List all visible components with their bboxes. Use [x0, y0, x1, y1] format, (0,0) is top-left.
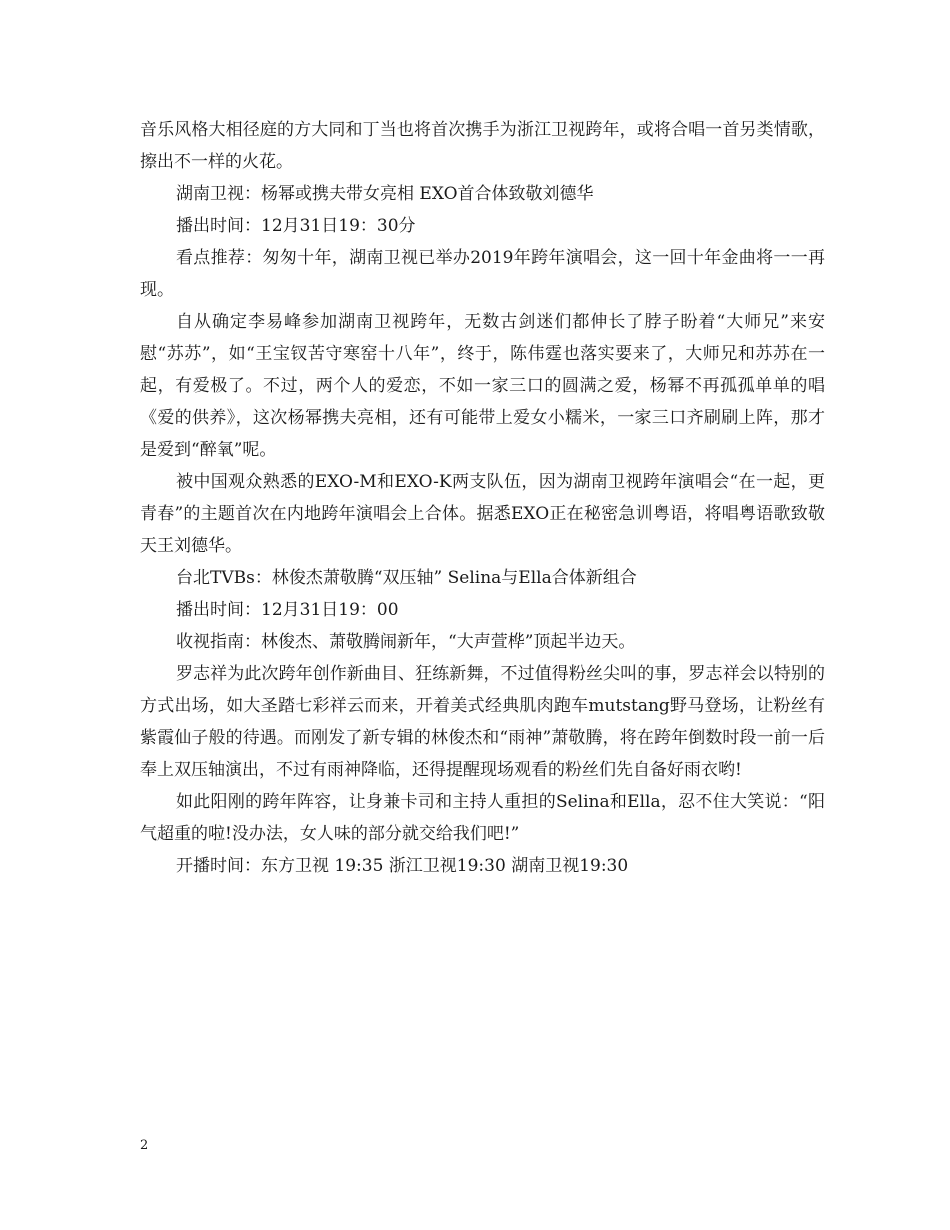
- paragraph-li-yifeng: 自从确定李易峰参加湖南卫视跨年，无数古剑迷们都伸长了脖子盼着“大师兄”来安慰“苏苏”，如“王宝钗苦守寒窑十八年”，终于，陈伟霆也落实要来了，大师兄和苏苏在一起，有爱极了。不过，两个人的爱恋，不如一家三口的圆满之爱，杨幂不再孤孤单单的唱《爱的供养》，这次杨幂携夫亮相，还有可能带上爱女小糯米，一家三口齐刷刷上阵，那才是爱到“醉氧”呢。: [140, 312, 825, 460]
- highlight-hunan: 看点推荐：匆匆十年，湖南卫视已举办2019年跨年演唱会，这一回十年金曲将一一再现。: [140, 248, 825, 300]
- airtime-hunan: 播出时间：12月31日19：30分: [176, 216, 416, 236]
- paragraph-show-lo: 罗志祥为此次跨年创作新曲目、狂练新舞，不过值得粉丝尖叫的事，罗志祥会以特别的方式出场，如大圣踏七彩祥云而来，开着美式经典肌肉跑车mutstang野马登场，让粉丝有紫霞仙子般的待遇。而刚发了新专辑的林俊杰和“雨神”萧敬腾，将在跨年倒数时段一前一后奉上双压轴演出，不过有雨神降临，还得提醒现场观看的粉丝们先自备好雨衣哟!: [140, 664, 825, 780]
- airtime-taipei: 播出时间：12月31日19：00: [176, 600, 399, 620]
- viewing-guide-taipei: 收视指南：林俊杰、萧敬腾闹新年，“大声萱桦”顶起半边天。: [176, 632, 636, 652]
- heading-taipei-tvbs: 台北TVBs：林俊杰萧敬腾“双压轴” Selina与Ella合体新组合: [176, 568, 637, 588]
- broadcast-times: 开播时间：东方卫视 19:35 浙江卫视19:30 湖南卫视19:30: [176, 856, 629, 876]
- body-text: [140, 114, 825, 882]
- paragraph-selina-ella: 如此阳刚的跨年阵容，让身兼卡司和主持人重担的Selina和Ella，忍不住大笑说：“阳气超重的啦!没办法，女人味的部分就交给我们吧!”: [140, 792, 825, 844]
- paragraph-exo: 被中国观众熟悉的EXO-M和EXO-K两支队伍，因为湖南卫视跨年演唱会“在一起，更青春”的主题首次在内地跨年演唱会上合体。据悉EXO正在秘密急训粤语，将唱粤语歌致敬天王刘德华。: [140, 472, 825, 556]
- paragraph-intro: 音乐风格大相径庭的方大同和丁当也将首次携手为浙江卫视跨年，或将合唱一首另类情歌，擦出不一样的火花。: [140, 120, 825, 172]
- page-number: 2: [140, 1138, 149, 1153]
- heading-hunan-tv: 湖南卫视：杨幂或携夫带女亮相 EXO首合体致敬刘德华: [176, 184, 594, 204]
